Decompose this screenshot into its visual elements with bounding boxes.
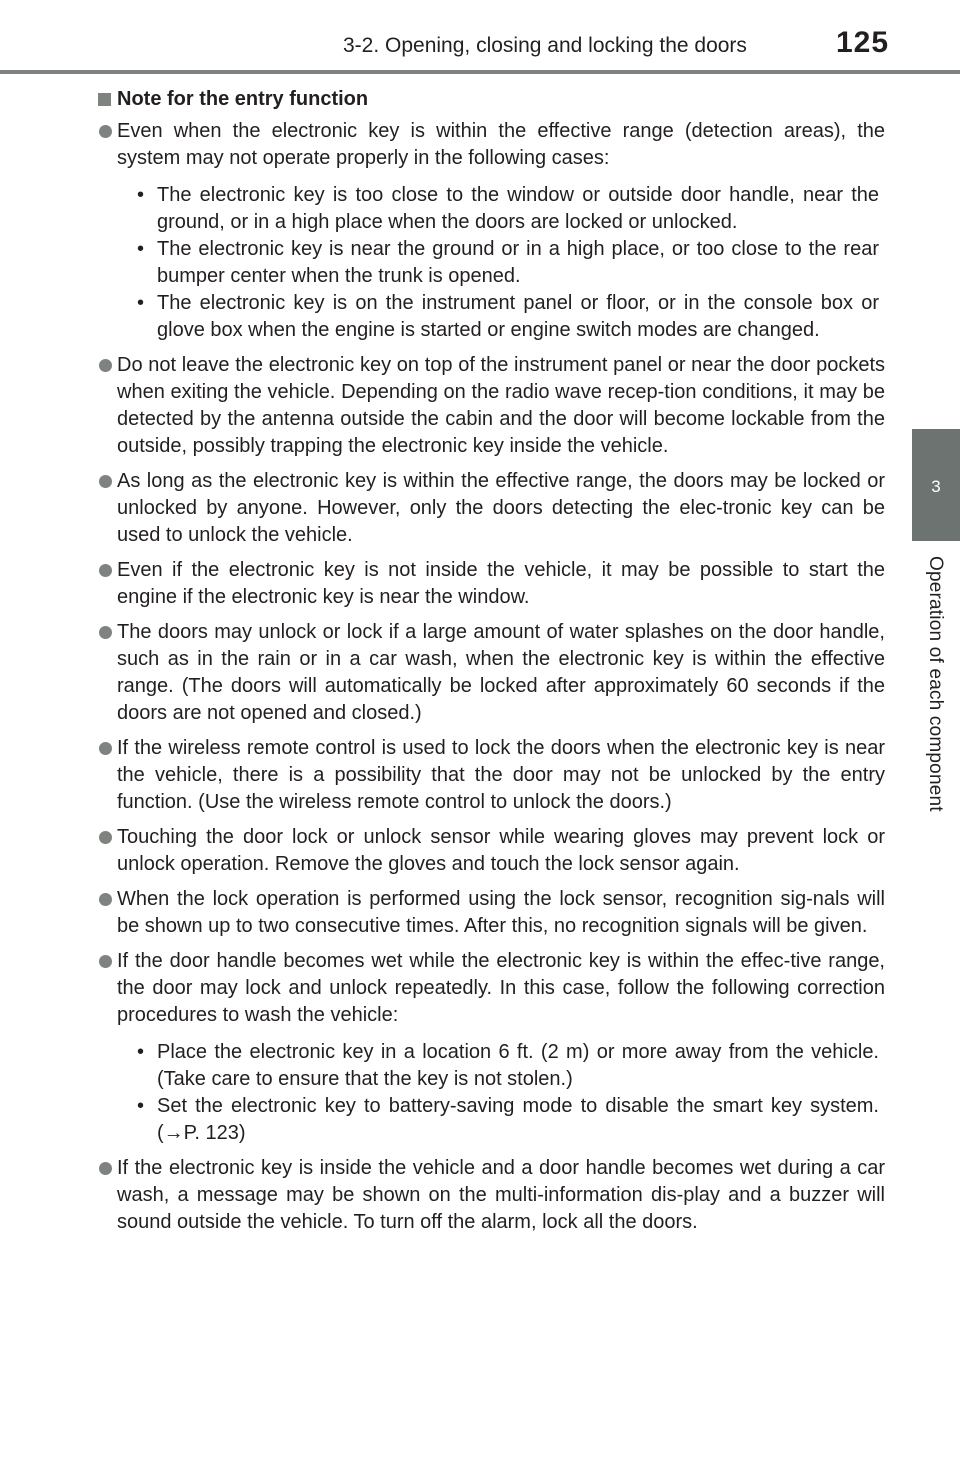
chapter-label: Operation of each component (925, 556, 946, 812)
bullet-dot-icon: • (137, 292, 145, 314)
section-heading (97, 86, 885, 113)
note-item-text: If the door handle becomes wet while the electronic key is within the effec-tive range, the door may lock and unlock repeatedly. In this case, follow the following correction procedures to wash the vehicle: (117, 950, 885, 1026)
header-divider (0, 70, 960, 74)
section-title: 3-2. Opening, closing and locking the doors (343, 34, 747, 57)
sub-list-item-text: The electronic key is near the ground or in a high place, or too close to the rear bumper center when the trunk is opened. (157, 238, 879, 287)
note-list (97, 118, 885, 1236)
note-item (97, 118, 885, 344)
sub-list-item (117, 290, 879, 344)
note-item (97, 735, 885, 816)
note-item-text: When the lock operation is performed using the lock sensor, recognition sig-nals will be shown up to two consecutive times. After this, no recognition signals will be given. (117, 888, 885, 937)
note-item (97, 619, 885, 727)
bullet-dot-icon: • (137, 184, 145, 206)
round-bullet-icon (99, 626, 112, 639)
round-bullet-icon (99, 955, 112, 968)
note-item-text: Do not leave the electronic key on top of the instrument panel or near the door pockets when exiting the vehicle. Depending on the radio wave recep-tion conditions, it may be detected by the antenna outside the cabin and the door will become lockable from the outside, possibly trapping the electronic key inside the vehicle. (117, 354, 885, 457)
note-item-text: The doors may unlock or lock if a large amount of water splashes on the door handle, such as in the rain or in a car wash, when the electronic key is within the effective range. (The doors will automatically be locked after approximately 60 seconds if the doors are not opened and closed.) (117, 621, 885, 724)
square-bullet-icon (98, 93, 111, 106)
round-bullet-icon (99, 742, 112, 755)
sub-list-item (117, 236, 879, 290)
round-bullet-icon (99, 1162, 112, 1175)
bullet-dot-icon: • (137, 1095, 145, 1117)
round-bullet-icon (99, 893, 112, 906)
note-item-text: Touching the door lock or unlock sensor while wearing gloves may prevent lock or unlock operation. Remove the gloves and touch the lock sensor again. (117, 826, 885, 875)
sub-list-item-text: Set the electronic key to battery-saving mode to disable the smart key system. (→P. 123) (157, 1095, 879, 1144)
note-item-text: If the wireless remote control is used to lock the doors when the electronic key is near the vehicle, there is a possibility that the door may not be unlocked by the entry function. (Use the wireless remote control to unlock the doors.) (117, 737, 885, 813)
sub-list-item-text: Place the electronic key in a location 6 ft. (2 m) or more away from the vehicle. (Take care to ensure that the key is not stolen.) (157, 1041, 879, 1090)
note-item (97, 824, 885, 878)
note-item-text: Even when the electronic key is within the effective range (detection areas), the system may not operate properly in the following cases: (117, 120, 885, 169)
page-number: 125 (836, 26, 890, 59)
note-item (97, 1155, 885, 1236)
note-item (97, 468, 885, 549)
note-item (97, 557, 885, 611)
section-heading-text: Note for the entry function (117, 88, 369, 110)
round-bullet-icon (99, 564, 112, 577)
sub-list-item (117, 1039, 879, 1093)
sub-list-item-text: The electronic key is on the instrument panel or floor, or in the console box or glove box when the engine is started or engine switch modes are changed. (157, 292, 879, 341)
note-item (97, 948, 885, 1147)
sub-list-item (117, 182, 879, 236)
round-bullet-icon (99, 475, 112, 488)
sub-list-item (117, 1093, 879, 1147)
round-bullet-icon (99, 125, 112, 138)
note-item-text: If the electronic key is inside the vehicle and a door handle becomes wet during a car wash, a message may be shown on the multi-information dis-play and a buzzer will sound outside the vehicle. To turn off the alarm, lock all the doors. (117, 1157, 885, 1233)
round-bullet-icon (99, 359, 112, 372)
chapter-number: 3 (931, 477, 941, 496)
note-item-text: As long as the electronic key is within the effective range, the doors may be locked or unlocked by anyone. However, only the doors detecting the elec-tronic key can be used to unlock the vehicle. (117, 470, 885, 546)
note-item (97, 352, 885, 460)
sub-list (117, 1039, 879, 1147)
bullet-dot-icon: • (137, 1041, 145, 1063)
note-item-text: Even if the electronic key is not inside the vehicle, it may be possible to start the engine if the electronic key is near the window. (117, 559, 885, 608)
sub-list (117, 182, 879, 344)
round-bullet-icon (99, 831, 112, 844)
sub-list-item-text: The electronic key is too close to the window or outside door handle, near the ground, or in a high place when the doors are locked or unlocked. (157, 184, 879, 233)
note-item (97, 886, 885, 940)
page-content (97, 86, 885, 1244)
bullet-dot-icon: • (137, 238, 145, 260)
